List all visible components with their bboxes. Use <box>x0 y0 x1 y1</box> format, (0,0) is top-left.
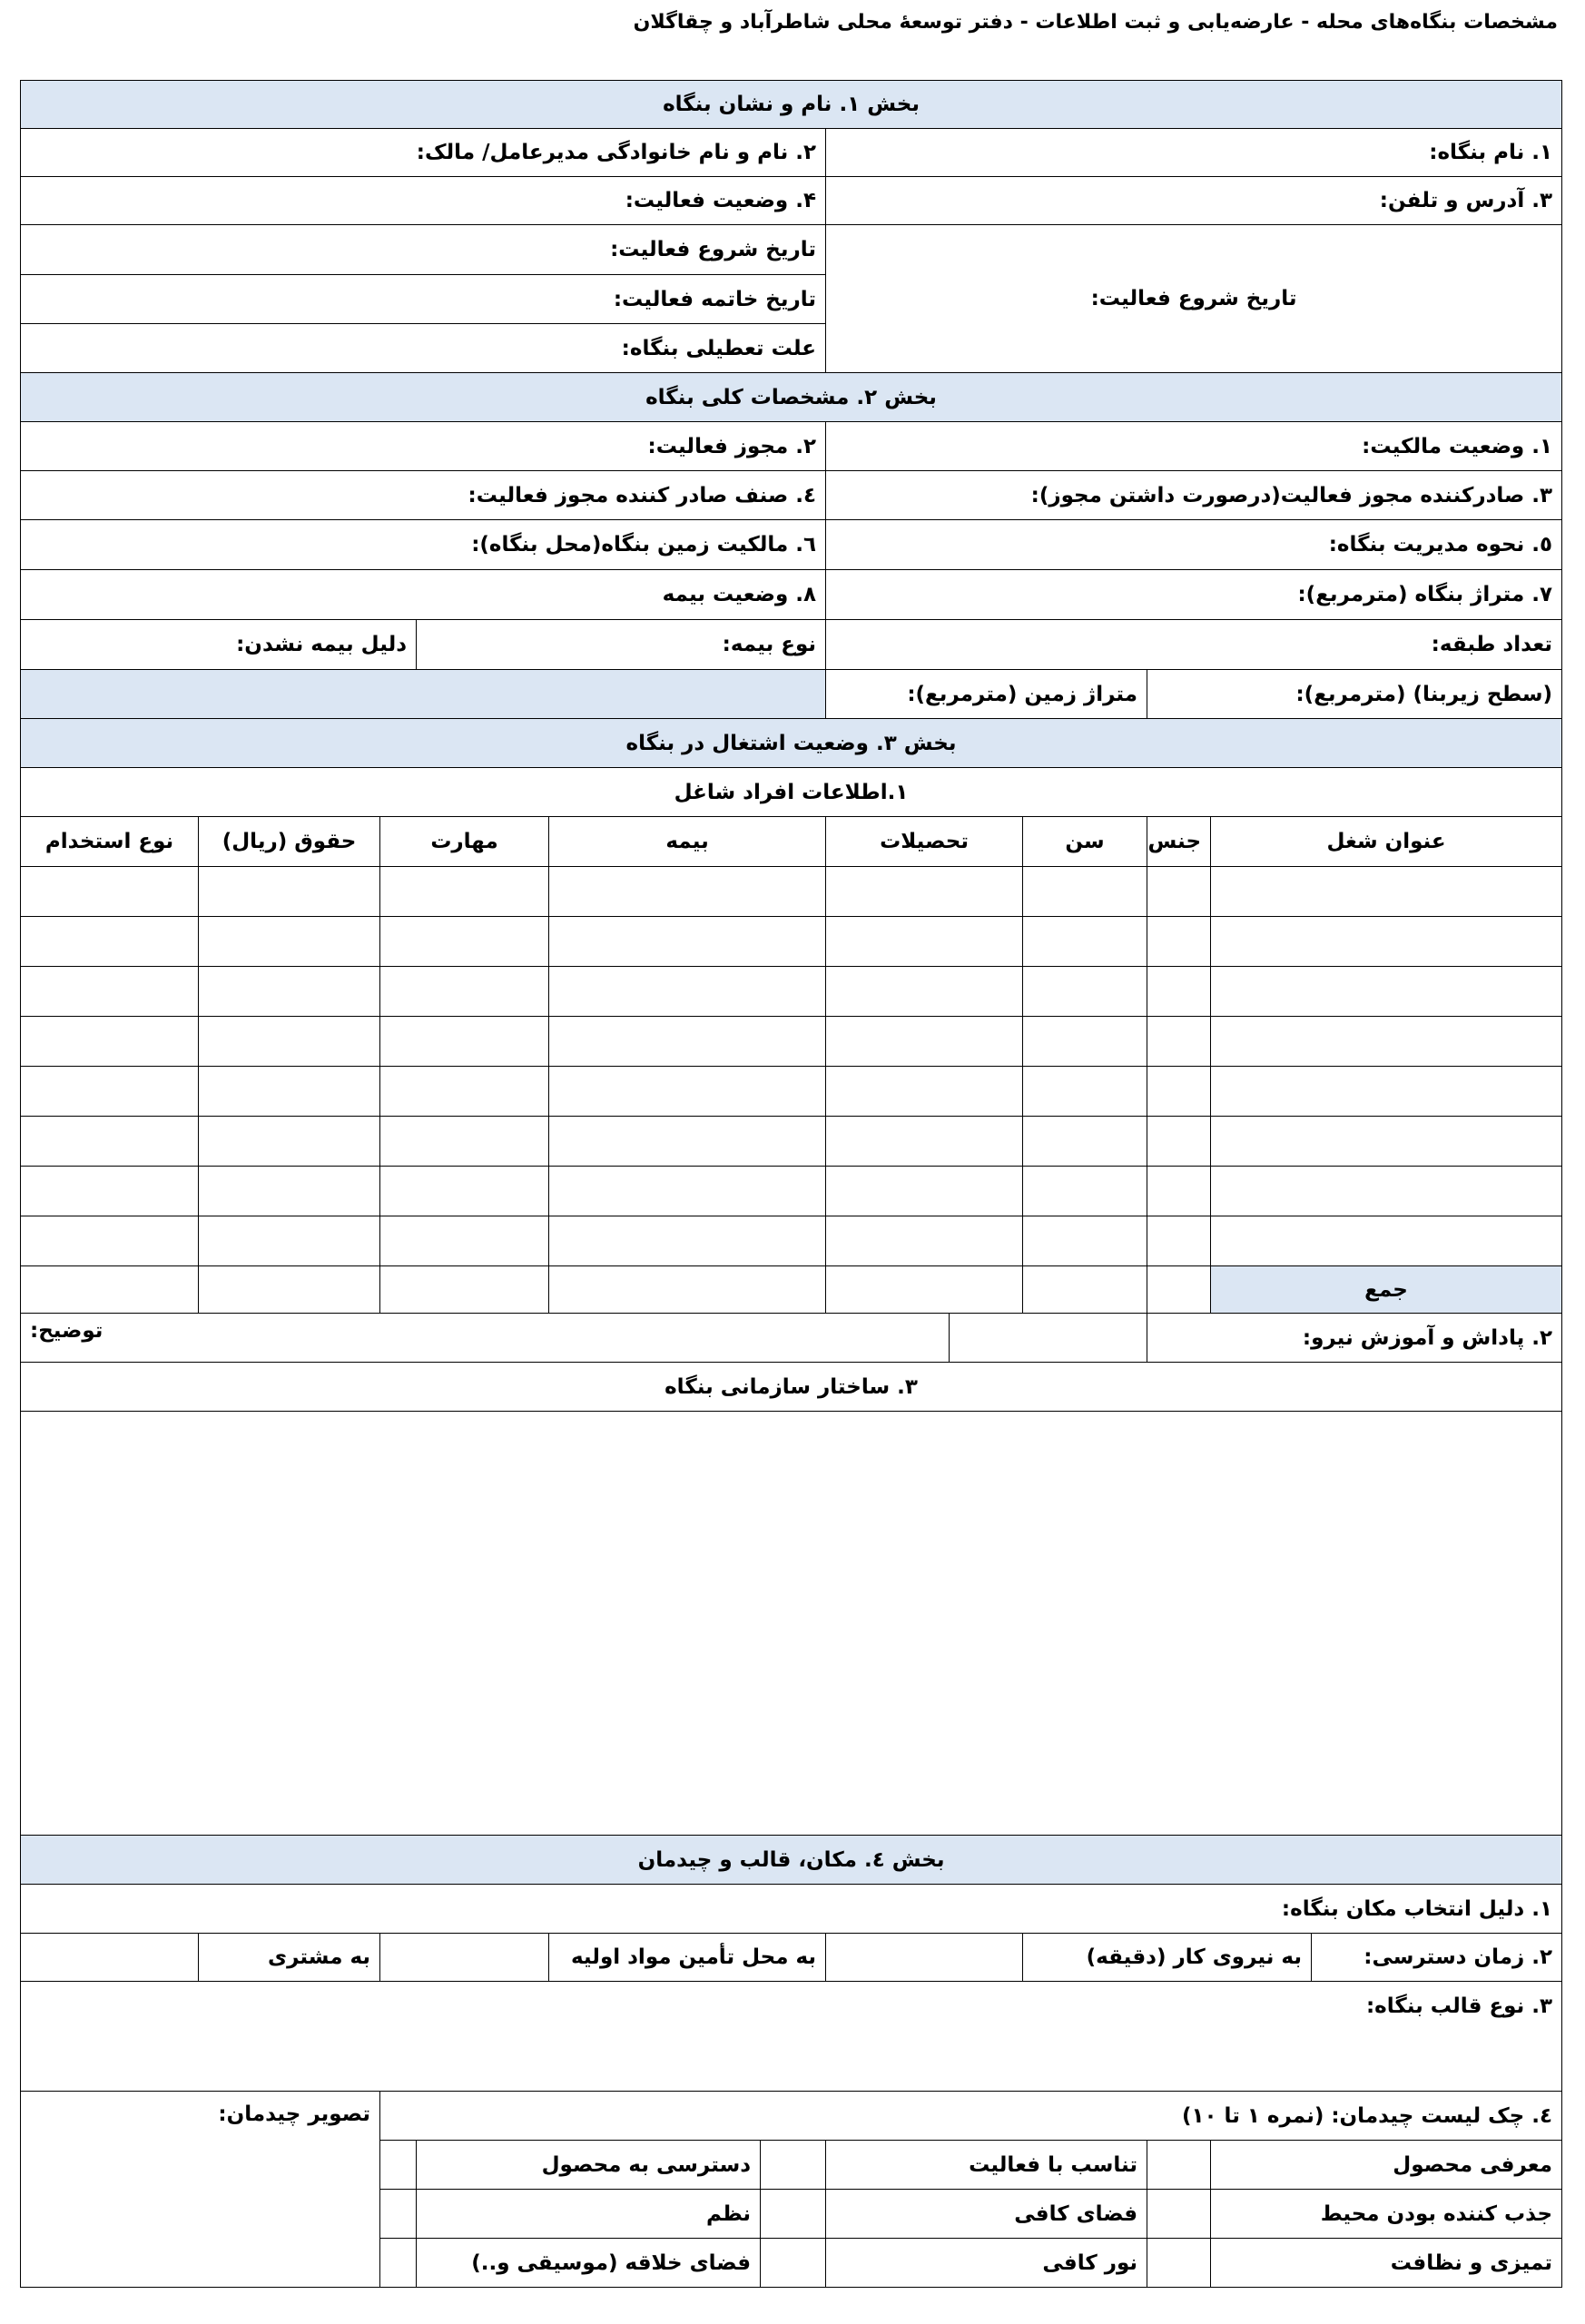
rewards-value[interactable] <box>950 1314 1147 1363</box>
employee-cell[interactable] <box>380 917 549 967</box>
checklist-item: معرفی محصول <box>1211 2141 1562 2190</box>
license-field[interactable]: ۲. مجوز فعالیت: <box>21 422 826 471</box>
rewards-field[interactable]: ۲. پاداش و آموزش نیرو: <box>1147 1314 1562 1363</box>
employee-cell[interactable] <box>826 1017 1023 1067</box>
employee-cell[interactable] <box>826 917 1023 967</box>
to-customer-value[interactable] <box>21 1934 199 1982</box>
employee-cell[interactable] <box>21 967 199 1017</box>
area-field[interactable]: ۷. متراژ بنگاه (مترمربع): <box>826 570 1562 620</box>
section1-title: بخش ۱. نام و نشان بنگاه <box>21 81 1562 129</box>
employee-cell[interactable] <box>1023 1117 1147 1167</box>
employee-cell[interactable] <box>1023 917 1147 967</box>
employee-cell[interactable] <box>21 917 199 967</box>
section4-title: بخش ٤. مکان، قالب و چیدمان <box>21 1836 1562 1885</box>
employee-cell[interactable] <box>199 1117 380 1167</box>
to-materials-label: به محل تأمین مواد اولیه <box>549 1934 826 1982</box>
checklist-item: تناسب با فعالیت <box>826 2141 1147 2190</box>
col-employment-type: نوع استخدام <box>21 817 199 867</box>
employee-cell[interactable] <box>380 967 549 1017</box>
checklist-item: نظم <box>417 2190 761 2239</box>
total-cell[interactable] <box>1147 1266 1211 1314</box>
employee-cell[interactable] <box>1147 1017 1211 1067</box>
insurance-status-field[interactable]: ۸. وضعیت بیمه <box>21 570 826 620</box>
employee-cell[interactable] <box>380 1117 549 1167</box>
insurance-type-field[interactable]: نوع بیمه: <box>417 620 826 670</box>
org-structure-area[interactable] <box>21 1412 1562 1836</box>
col-education: تحصیلات <box>826 817 1023 867</box>
checklist-score[interactable] <box>1147 2239 1211 2288</box>
to-workforce-value[interactable] <box>826 1934 1023 1982</box>
activity-status-field[interactable]: ۴. وضعیت فعالیت: <box>21 177 826 225</box>
employee-cell[interactable] <box>21 1067 199 1117</box>
total-cell[interactable] <box>199 1266 380 1314</box>
no-insurance-reason-field[interactable]: دلیل بیمه نشدن: <box>21 620 417 670</box>
checklist-title: ٤. چک لیست چیدمان: (نمره ۱ تا ۱۰) <box>380 2092 1562 2141</box>
page-header: مشخصات بنگاه‌های محله - عارضه‌یابی و ثبت اطلاعات - دفتر توسعهٔ محلی شاطرآباد و چقاگلان <box>633 11 1558 34</box>
checklist-score[interactable] <box>1147 2190 1211 2239</box>
address-field[interactable]: ۳. آدرس و تلفن: <box>826 177 1562 225</box>
org-structure-title: ۳. ساختار سازمانی بنگاه <box>21 1363 1562 1412</box>
employee-cell[interactable] <box>1211 917 1562 967</box>
checklist-score[interactable] <box>380 2239 417 2288</box>
land-ownership-field[interactable]: ٦. مالکیت زمین بنگاه(محل بنگاه): <box>21 520 826 570</box>
to-workforce-label: به نیروی کار (دقیقه) <box>1023 1934 1312 1982</box>
checklist-item: جذب کننده بودن محیط <box>1211 2190 1562 2239</box>
employee-row <box>21 1167 1562 1216</box>
checklist-score[interactable] <box>380 2190 417 2239</box>
employee-cell[interactable] <box>199 867 380 917</box>
employee-cell[interactable] <box>826 1117 1023 1167</box>
employee-cell[interactable] <box>1147 1067 1211 1117</box>
employee-cell[interactable] <box>21 1117 199 1167</box>
employee-row <box>21 1017 1562 1067</box>
employee-row <box>21 967 1562 1017</box>
employee-cell[interactable] <box>1211 867 1562 917</box>
employee-cell[interactable] <box>1023 1216 1147 1266</box>
checklist-score[interactable] <box>761 2239 826 2288</box>
shaded-empty-cell <box>21 670 826 719</box>
employee-cell[interactable] <box>199 1017 380 1067</box>
floors-field[interactable]: تعداد طبقه: <box>826 620 1562 670</box>
checklist-item: نور کافی <box>826 2239 1147 2288</box>
employee-cell[interactable] <box>1147 1117 1211 1167</box>
start-date-field[interactable]: تاریخ شروع فعالیت: <box>21 225 826 275</box>
employee-cell[interactable] <box>199 917 380 967</box>
section3-title: بخش ۳. وضعیت اشتغال در بنگاه <box>21 719 1562 768</box>
employee-cell[interactable] <box>549 1067 826 1117</box>
to-customer-label: به مشتری <box>199 1934 380 1982</box>
col-salary: حقوق (ریال) <box>199 817 380 867</box>
employee-cell[interactable] <box>1211 1067 1562 1117</box>
employee-cell[interactable] <box>21 867 199 917</box>
employee-cell[interactable] <box>826 1216 1023 1266</box>
checklist-item: تمیزی و نظافت <box>1211 2239 1562 2288</box>
employee-cell[interactable] <box>1147 867 1211 917</box>
employee-cell[interactable] <box>1211 1216 1562 1266</box>
employee-cell[interactable] <box>380 1216 549 1266</box>
template-type-field[interactable]: ۳. نوع قالب بنگاه: <box>21 1982 1562 2092</box>
business-form <box>20 80 1562 2288</box>
employee-row <box>21 1117 1562 1167</box>
start-date-right-field[interactable]: تاریخ شروع فعالیت: <box>826 225 1562 373</box>
col-job-title: عنوان شغل <box>1211 817 1562 867</box>
checklist-item: دسترسی به محصول <box>417 2141 761 2190</box>
employee-cell[interactable] <box>199 1167 380 1216</box>
employee-cell[interactable] <box>199 1067 380 1117</box>
employee-cell[interactable] <box>1147 917 1211 967</box>
employee-cell[interactable] <box>826 1067 1023 1117</box>
total-cell[interactable] <box>21 1266 199 1314</box>
owner-name-field[interactable]: ۲. نام و نام خانوادگی مدیرعامل/ مالک: <box>21 129 826 177</box>
layout-image-area[interactable]: تصویر چیدمان: <box>21 2092 380 2288</box>
total-label: جمع <box>1211 1266 1562 1314</box>
total-cell[interactable] <box>1023 1266 1147 1314</box>
total-cell[interactable] <box>380 1266 549 1314</box>
employee-cell[interactable] <box>549 967 826 1017</box>
employee-cell[interactable] <box>549 1017 826 1067</box>
checklist-score[interactable] <box>1147 2141 1211 2190</box>
employee-row <box>21 1067 1562 1117</box>
total-cell[interactable] <box>549 1266 826 1314</box>
col-gender: جنس <box>1147 817 1211 867</box>
employee-row <box>21 917 1562 967</box>
employee-cell[interactable] <box>21 1167 199 1216</box>
employee-cell[interactable] <box>21 1017 199 1067</box>
checklist-score[interactable] <box>761 2190 826 2239</box>
employee-cell[interactable] <box>1211 1017 1562 1067</box>
col-skill: مهارت <box>380 817 549 867</box>
employee-cell[interactable] <box>380 1067 549 1117</box>
checklist-score[interactable] <box>761 2141 826 2190</box>
employee-cell[interactable] <box>199 1216 380 1266</box>
checklist-score[interactable] <box>380 2141 417 2190</box>
checklist-item: فضای خلاقه (موسیقی و..) <box>417 2239 761 2288</box>
access-time-label: ۲. زمان دسترسی: <box>1312 1934 1562 1982</box>
employee-cell[interactable] <box>21 1216 199 1266</box>
end-date-field[interactable]: تاریخ خاتمه فعالیت: <box>21 275 826 324</box>
employee-cell[interactable] <box>1211 1167 1562 1216</box>
employee-cell[interactable] <box>380 1017 549 1067</box>
ownership-status-field[interactable]: ۱. وضعیت مالکیت: <box>826 422 1562 471</box>
employee-cell[interactable] <box>1211 1117 1562 1167</box>
employee-cell[interactable] <box>1147 967 1211 1017</box>
business-name-field[interactable]: ۱. نام بنگاه: <box>826 129 1562 177</box>
closure-reason-field[interactable]: علت تعطیلی بنگاه: <box>21 324 826 373</box>
employee-cell[interactable] <box>380 867 549 917</box>
employee-cell[interactable] <box>1147 1167 1211 1216</box>
employee-cell[interactable] <box>1147 1216 1211 1266</box>
management-field[interactable]: ٥. نحوه مدیریت بنگاه: <box>826 520 1562 570</box>
employee-cell[interactable] <box>826 867 1023 917</box>
employee-cell[interactable] <box>1023 1017 1147 1067</box>
employee-cell[interactable] <box>1023 867 1147 917</box>
license-issuer-field[interactable]: ۳. صادرکننده مجوز فعالیت(درصورت داشتن مجوز): <box>826 471 1562 520</box>
employee-cell[interactable] <box>199 967 380 1017</box>
employee-cell[interactable] <box>1023 1167 1147 1216</box>
employee-cell[interactable] <box>549 917 826 967</box>
section2-title: بخش ۲. مشخصات کلی بنگاه <box>21 373 1562 422</box>
employee-rows <box>21 867 1562 1266</box>
to-materials-value[interactable] <box>380 1934 549 1982</box>
rewards-note[interactable]: توضیح: <box>21 1314 950 1363</box>
col-age: سن <box>1023 817 1147 867</box>
employees-title: ۱.اطلاعات افراد شاغل <box>21 768 1562 817</box>
employee-cell[interactable] <box>1023 1067 1147 1117</box>
issuer-guild-field[interactable]: ٤. صنف صادر کننده مجوز فعالیت: <box>21 471 826 520</box>
employee-cell[interactable] <box>380 1167 549 1216</box>
col-insurance: بیمه <box>549 817 826 867</box>
employee-cell[interactable] <box>1023 967 1147 1017</box>
built-area-field[interactable]: (سطح زیربنا) (مترمربع): <box>1147 670 1562 719</box>
location-reason-field[interactable]: ۱. دلیل انتخاب مکان بنگاه: <box>21 1885 1562 1934</box>
employee-cell[interactable] <box>826 1167 1023 1216</box>
checklist-item: فضای کافی <box>826 2190 1147 2239</box>
employee-row <box>21 867 1562 917</box>
employee-cell[interactable] <box>549 1117 826 1167</box>
total-cell[interactable] <box>826 1266 1023 1314</box>
employee-cell[interactable] <box>549 867 826 917</box>
employee-row <box>21 1216 1562 1266</box>
employee-cell[interactable] <box>549 1216 826 1266</box>
employee-cell[interactable] <box>549 1167 826 1216</box>
employee-cell[interactable] <box>826 967 1023 1017</box>
employee-cell[interactable] <box>1211 967 1562 1017</box>
land-area-field[interactable]: متراژ زمین (مترمربع): <box>826 670 1147 719</box>
